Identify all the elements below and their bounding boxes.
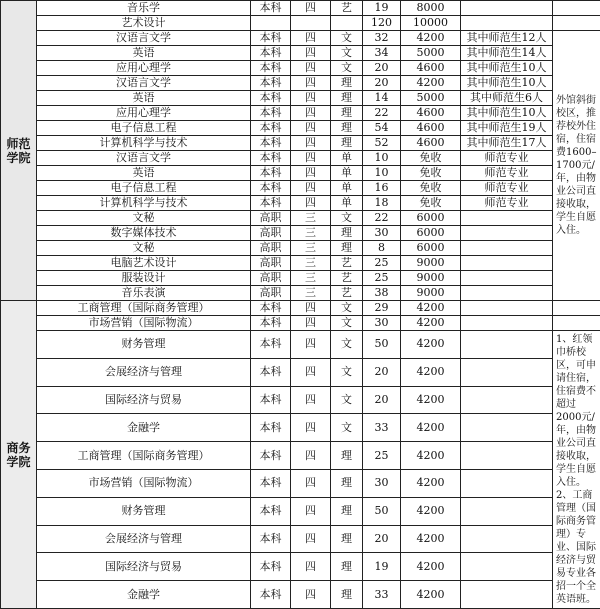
category: 理 — [331, 553, 363, 581]
quota: 25 — [363, 271, 401, 286]
degree-level: 本科 — [251, 91, 291, 106]
degree-level: 本科 — [251, 61, 291, 76]
tuition: 免收 — [401, 151, 461, 166]
tuition: 4200 — [401, 497, 461, 525]
years: 四 — [291, 76, 331, 91]
degree-level: 本科 — [251, 46, 291, 61]
degree-level: 本科 — [251, 76, 291, 91]
years: 四 — [291, 46, 331, 61]
category: 文 — [331, 316, 363, 331]
major-name: 金融学 — [37, 414, 251, 442]
years: 四 — [291, 331, 331, 359]
table-row — [1, 211, 600, 226]
section-notes: 1、红领巾桥校区，可申请住宿，住宿费不超过2000元/年，由物业公司直接收取，学生自愿入住。2、工商管理（国际商务管理）专业、国际经济与贸易专业各招一个全英语班。 — [553, 331, 600, 609]
quota: 50 — [363, 497, 401, 525]
remark — [461, 241, 553, 256]
remark — [461, 256, 553, 271]
category: 文 — [331, 414, 363, 442]
remark: 其中师范生14人 — [461, 46, 553, 61]
remark — [461, 211, 553, 226]
remark: 其中师范生10人 — [461, 61, 553, 76]
table-row — [1, 241, 600, 256]
major-name: 电子信息工程 — [37, 181, 251, 196]
degree-level: 本科 — [251, 151, 291, 166]
notes-empty — [553, 301, 600, 316]
category: 艺 — [331, 256, 363, 271]
quota: 20 — [363, 525, 401, 553]
years: 四 — [291, 151, 331, 166]
degree-level: 本科 — [251, 316, 291, 331]
degree-level: 本科 — [251, 358, 291, 386]
category: 理 — [331, 241, 363, 256]
degree-level: 本科 — [251, 469, 291, 497]
table-row — [1, 386, 600, 414]
degree-level: 本科 — [251, 1, 291, 16]
category: 单 — [331, 166, 363, 181]
years: 四 — [291, 414, 331, 442]
department-name: 师范学院 — [1, 1, 37, 301]
major-name: 工商管理（国际商务管理） — [37, 301, 251, 316]
category: 单 — [331, 181, 363, 196]
years — [291, 16, 331, 31]
table-row — [1, 271, 600, 286]
years: 四 — [291, 581, 331, 609]
quota: 30 — [363, 316, 401, 331]
tuition: 6000 — [401, 241, 461, 256]
table-row — [1, 581, 600, 609]
quota: 29 — [363, 301, 401, 316]
years: 四 — [291, 196, 331, 211]
years: 四 — [291, 31, 331, 46]
years: 三 — [291, 211, 331, 226]
major-name: 文秘 — [37, 211, 251, 226]
tuition: 4200 — [401, 581, 461, 609]
category: 艺 — [331, 286, 363, 301]
category: 文 — [331, 61, 363, 76]
major-name: 英语 — [37, 91, 251, 106]
quota: 8 — [363, 241, 401, 256]
years: 四 — [291, 469, 331, 497]
major-name: 英语 — [37, 46, 251, 61]
major-name: 会展经济与管理 — [37, 358, 251, 386]
category: 文 — [331, 211, 363, 226]
quota: 30 — [363, 469, 401, 497]
major-name: 市场营销（国际物流） — [37, 316, 251, 331]
years: 四 — [291, 316, 331, 331]
tuition: 4200 — [401, 414, 461, 442]
table-row — [1, 166, 600, 181]
remark — [461, 316, 553, 331]
tuition: 4200 — [401, 386, 461, 414]
major-name: 计算机科学与技术 — [37, 196, 251, 211]
quota: 20 — [363, 76, 401, 91]
degree-level: 本科 — [251, 121, 291, 136]
category: 艺 — [331, 1, 363, 16]
degree-level: 本科 — [251, 414, 291, 442]
remark: 其中师范生10人 — [461, 106, 553, 121]
remark — [461, 301, 553, 316]
quota: 20 — [363, 358, 401, 386]
remark — [461, 414, 553, 442]
major-name: 市场营销（国际物流） — [37, 469, 251, 497]
category: 理 — [331, 136, 363, 151]
degree-level: 高职 — [251, 271, 291, 286]
table-row — [1, 553, 600, 581]
remark — [461, 497, 553, 525]
table-row — [1, 121, 600, 136]
degree-level: 高职 — [251, 211, 291, 226]
quota: 32 — [363, 31, 401, 46]
tuition: 4200 — [401, 331, 461, 359]
category: 文 — [331, 46, 363, 61]
remark — [461, 1, 553, 16]
table-row — [1, 91, 600, 106]
degree-level: 本科 — [251, 497, 291, 525]
major-name: 音乐表演 — [37, 286, 251, 301]
years: 四 — [291, 553, 331, 581]
years: 四 — [291, 525, 331, 553]
tuition: 4200 — [401, 76, 461, 91]
notes-empty — [553, 16, 600, 31]
category: 文 — [331, 301, 363, 316]
table-row — [1, 76, 600, 91]
years: 三 — [291, 256, 331, 271]
remark — [461, 226, 553, 241]
major-name: 财务管理 — [37, 497, 251, 525]
major-name: 应用心理学 — [37, 61, 251, 76]
remark — [461, 16, 553, 31]
tuition: 免收 — [401, 196, 461, 211]
quota: 25 — [363, 442, 401, 470]
degree-level: 本科 — [251, 301, 291, 316]
years: 四 — [291, 301, 331, 316]
years: 四 — [291, 61, 331, 76]
table-row — [1, 181, 600, 196]
quota: 120 — [363, 16, 401, 31]
remark — [461, 358, 553, 386]
tuition: 6000 — [401, 226, 461, 241]
table-row — [1, 469, 600, 497]
quota: 20 — [363, 61, 401, 76]
quota: 14 — [363, 91, 401, 106]
degree-level: 本科 — [251, 386, 291, 414]
degree-level: 本科 — [251, 31, 291, 46]
degree-level: 本科 — [251, 181, 291, 196]
major-name: 英语 — [37, 166, 251, 181]
major-name: 文秘 — [37, 241, 251, 256]
table-row — [1, 1, 600, 16]
tuition: 5000 — [401, 91, 461, 106]
degree-level: 本科 — [251, 196, 291, 211]
tuition: 4200 — [401, 442, 461, 470]
major-name: 国际经济与贸易 — [37, 386, 251, 414]
major-name: 音乐学 — [37, 1, 251, 16]
remark: 其中师范生19人 — [461, 121, 553, 136]
years: 三 — [291, 286, 331, 301]
category: 单 — [331, 196, 363, 211]
years: 四 — [291, 497, 331, 525]
tuition: 4200 — [401, 553, 461, 581]
table-row — [1, 414, 600, 442]
section-notes: 外馆斜街校区，推荐校外住宿，住宿费1600–1700元/年，由物业公司直接收取，学生自愿入住。 — [553, 31, 600, 301]
category: 理 — [331, 497, 363, 525]
tuition: 免收 — [401, 166, 461, 181]
tuition: 10000 — [401, 16, 461, 31]
category: 文 — [331, 31, 363, 46]
quota: 34 — [363, 46, 401, 61]
major-name: 国际经济与贸易 — [37, 553, 251, 581]
category: 理 — [331, 76, 363, 91]
tuition: 6000 — [401, 211, 461, 226]
tuition: 9000 — [401, 271, 461, 286]
quota: 19 — [363, 1, 401, 16]
degree-level: 高职 — [251, 286, 291, 301]
quota: 18 — [363, 196, 401, 211]
remark — [461, 553, 553, 581]
quota: 30 — [363, 226, 401, 241]
remark: 其中师范生6人 — [461, 91, 553, 106]
category: 理 — [331, 91, 363, 106]
table-row — [1, 442, 600, 470]
years: 四 — [291, 358, 331, 386]
remark — [461, 525, 553, 553]
tuition: 4200 — [401, 316, 461, 331]
table-row — [1, 358, 600, 386]
remark — [461, 271, 553, 286]
quota: 22 — [363, 211, 401, 226]
table-row — [1, 196, 600, 211]
years: 四 — [291, 106, 331, 121]
remark — [461, 386, 553, 414]
quota: 50 — [363, 331, 401, 359]
tuition: 4600 — [401, 106, 461, 121]
major-name: 服装设计 — [37, 271, 251, 286]
notes-empty — [553, 1, 600, 16]
table-row — [1, 106, 600, 121]
major-name: 汉语言文学 — [37, 76, 251, 91]
degree-level: 本科 — [251, 553, 291, 581]
tuition: 4200 — [401, 525, 461, 553]
major-name: 会展经济与管理 — [37, 525, 251, 553]
degree-level: 本科 — [251, 166, 291, 181]
years: 三 — [291, 271, 331, 286]
quota: 33 — [363, 414, 401, 442]
remark: 其中师范生12人 — [461, 31, 553, 46]
tuition: 4600 — [401, 121, 461, 136]
department-name: 商务学院 — [1, 301, 37, 609]
table-row — [1, 226, 600, 241]
major-name: 电脑艺术设计 — [37, 256, 251, 271]
degree-level: 高职 — [251, 256, 291, 271]
table-row — [1, 316, 600, 331]
category: 理 — [331, 581, 363, 609]
years: 四 — [291, 121, 331, 136]
table-row — [1, 16, 600, 31]
tuition: 9000 — [401, 286, 461, 301]
quota: 52 — [363, 136, 401, 151]
quota: 20 — [363, 386, 401, 414]
tuition: 4600 — [401, 136, 461, 151]
table-row — [1, 301, 600, 316]
quota: 38 — [363, 286, 401, 301]
table-row — [1, 151, 600, 166]
remark — [461, 581, 553, 609]
major-name: 金融学 — [37, 581, 251, 609]
quota: 10 — [363, 166, 401, 181]
major-name: 电子信息工程 — [37, 121, 251, 136]
remark: 师范专业 — [461, 181, 553, 196]
quota: 25 — [363, 256, 401, 271]
tuition: 4200 — [401, 469, 461, 497]
category: 理 — [331, 525, 363, 553]
remark: 师范专业 — [461, 196, 553, 211]
years: 四 — [291, 1, 331, 16]
major-name: 计算机科学与技术 — [37, 136, 251, 151]
tuition: 4200 — [401, 31, 461, 46]
category: 文 — [331, 386, 363, 414]
degree-level: 本科 — [251, 581, 291, 609]
category — [331, 16, 363, 31]
quota: 33 — [363, 581, 401, 609]
category: 文 — [331, 331, 363, 359]
quota: 16 — [363, 181, 401, 196]
notes-empty — [553, 316, 600, 331]
table-row — [1, 331, 600, 359]
years: 三 — [291, 226, 331, 241]
quota: 22 — [363, 106, 401, 121]
degree-level: 本科 — [251, 106, 291, 121]
remark: 其中师范生17人 — [461, 136, 553, 151]
degree-level: 本科 — [251, 442, 291, 470]
table-row — [1, 256, 600, 271]
category: 单 — [331, 151, 363, 166]
degree-level: 本科 — [251, 136, 291, 151]
table-row — [1, 286, 600, 301]
degree-level: 本科 — [251, 525, 291, 553]
remark: 师范专业 — [461, 151, 553, 166]
years: 四 — [291, 91, 331, 106]
tuition: 8000 — [401, 1, 461, 16]
remark — [461, 286, 553, 301]
years: 三 — [291, 241, 331, 256]
years: 四 — [291, 181, 331, 196]
tuition: 4600 — [401, 61, 461, 76]
table-row — [1, 31, 600, 46]
remark — [461, 469, 553, 497]
quota: 54 — [363, 121, 401, 136]
table-row — [1, 46, 600, 61]
remark — [461, 442, 553, 470]
degree-level: 高职 — [251, 241, 291, 256]
degree-level — [251, 16, 291, 31]
table-row — [1, 136, 600, 151]
tuition: 5000 — [401, 46, 461, 61]
degree-level: 本科 — [251, 331, 291, 359]
tuition: 9000 — [401, 256, 461, 271]
quota: 19 — [363, 553, 401, 581]
major-name: 艺术设计 — [37, 16, 251, 31]
years: 四 — [291, 166, 331, 181]
category: 理 — [331, 121, 363, 136]
remark: 师范专业 — [461, 166, 553, 181]
remark: 其中师范生10人 — [461, 76, 553, 91]
major-name: 工商管理（国际商务管理） — [37, 442, 251, 470]
major-name: 汉语言文学 — [37, 151, 251, 166]
category: 理 — [331, 469, 363, 497]
tuition: 免收 — [401, 181, 461, 196]
table-row — [1, 61, 600, 76]
category: 理 — [331, 106, 363, 121]
major-name: 数字媒体技术 — [37, 226, 251, 241]
tuition: 4200 — [401, 358, 461, 386]
major-name: 汉语言文学 — [37, 31, 251, 46]
category: 理 — [331, 226, 363, 241]
years: 四 — [291, 136, 331, 151]
table-row — [1, 525, 600, 553]
years: 四 — [291, 386, 331, 414]
table-row — [1, 497, 600, 525]
remark — [461, 331, 553, 359]
quota: 10 — [363, 151, 401, 166]
tuition: 4200 — [401, 301, 461, 316]
major-name: 财务管理 — [37, 331, 251, 359]
degree-level: 高职 — [251, 226, 291, 241]
category: 理 — [331, 442, 363, 470]
category: 艺 — [331, 271, 363, 286]
category: 文 — [331, 358, 363, 386]
major-name: 应用心理学 — [37, 106, 251, 121]
years: 四 — [291, 442, 331, 470]
